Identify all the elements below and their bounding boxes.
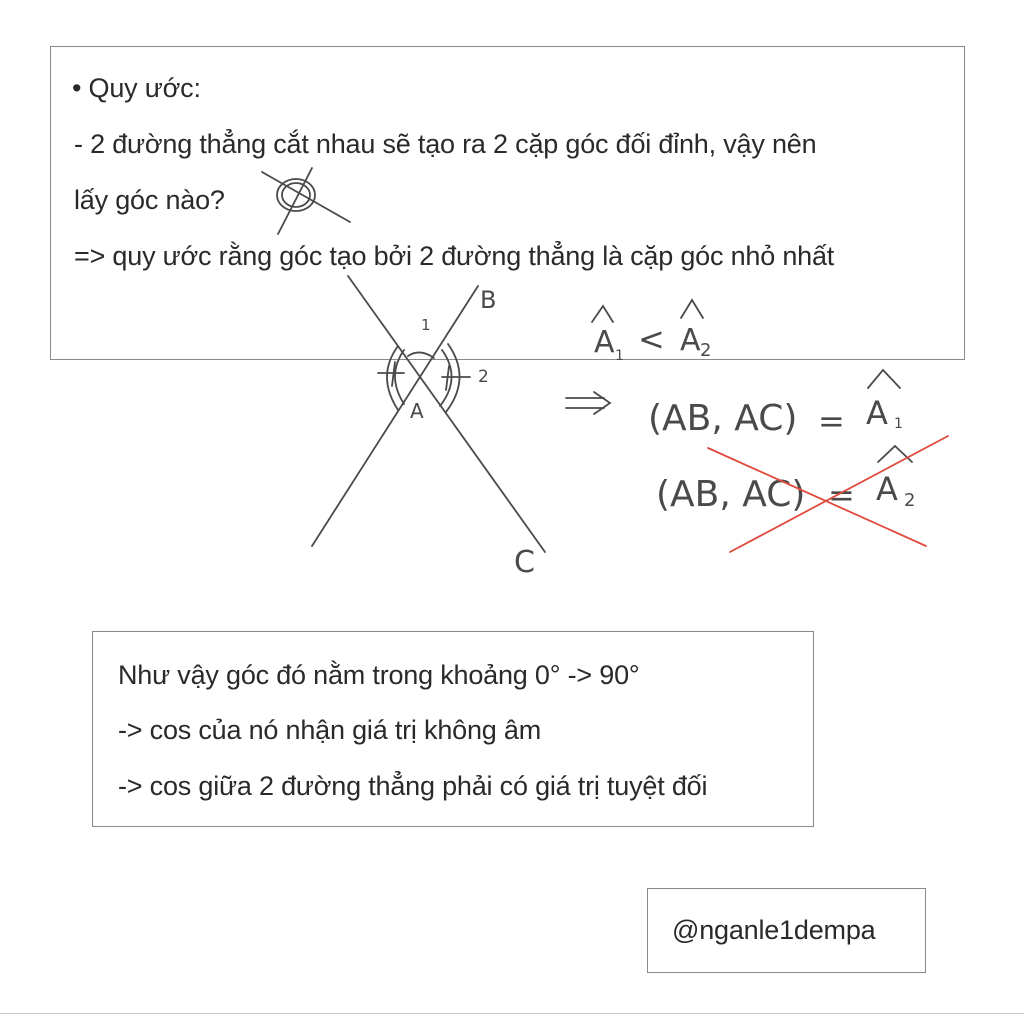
convention-line-3: => quy ước rằng góc tạo bởi 2 đường thẳng là cặp góc nhỏ nhất <box>74 241 835 271</box>
eq2-lhs: (AB, AC) <box>656 474 806 515</box>
ineq-lt: < <box>638 320 665 358</box>
arc-left-1 <box>395 350 404 404</box>
ineq-A2: A <box>680 323 701 358</box>
ineq-sub2: 2 <box>700 340 712 361</box>
ineq-sub1: 1 <box>615 348 624 364</box>
conclusion-line-1: Như vậy góc đó nằm trong khoảng 0° -> 90° <box>118 660 640 690</box>
eq1-sub: 1 <box>894 416 903 432</box>
line-AC <box>348 276 545 552</box>
bottom-divider <box>0 1013 1024 1014</box>
conclusion-line-3: -> cos giữa 2 đường thẳng phải có giá trị tuyệt đối <box>118 771 708 801</box>
eq2-eq: = <box>828 476 855 514</box>
eq1-rhs: A <box>866 394 888 432</box>
convention-heading: • Quy ước: <box>72 73 201 103</box>
eq2-sub: 2 <box>904 490 916 511</box>
label-A: A <box>410 399 424 423</box>
convention-line-2: lấy góc nào? <box>74 185 225 215</box>
ineq-A1: A <box>594 325 615 360</box>
arc-top <box>408 352 434 358</box>
eq1-eq: = <box>818 402 845 440</box>
line-AB <box>312 286 478 546</box>
eq1-lhs: (AB, AC) <box>648 398 798 439</box>
label-2: 2 <box>478 367 489 387</box>
hat-eq2 <box>878 446 912 462</box>
label-B: B <box>480 286 497 314</box>
tick-right-v <box>446 366 449 390</box>
arc-right-1 <box>440 350 452 406</box>
hat-eq1 <box>868 370 900 388</box>
implies-arrow <box>566 392 610 414</box>
conclusion-line-2: -> cos của nó nhận giá trị không âm <box>118 715 542 745</box>
signature-handle: @nganle1dempa <box>672 915 876 945</box>
eq2-rhs: A <box>876 470 898 508</box>
label-1: 1 <box>421 316 431 334</box>
hat-A1 <box>592 306 613 322</box>
doodle-arc <box>282 183 310 207</box>
label-C: C <box>514 545 535 580</box>
convention-line-1: - 2 đường thẳng cắt nhau sẽ tạo ra 2 cặp góc đối đỉnh, vậy nên <box>74 129 817 159</box>
hat-A2 <box>681 300 703 318</box>
